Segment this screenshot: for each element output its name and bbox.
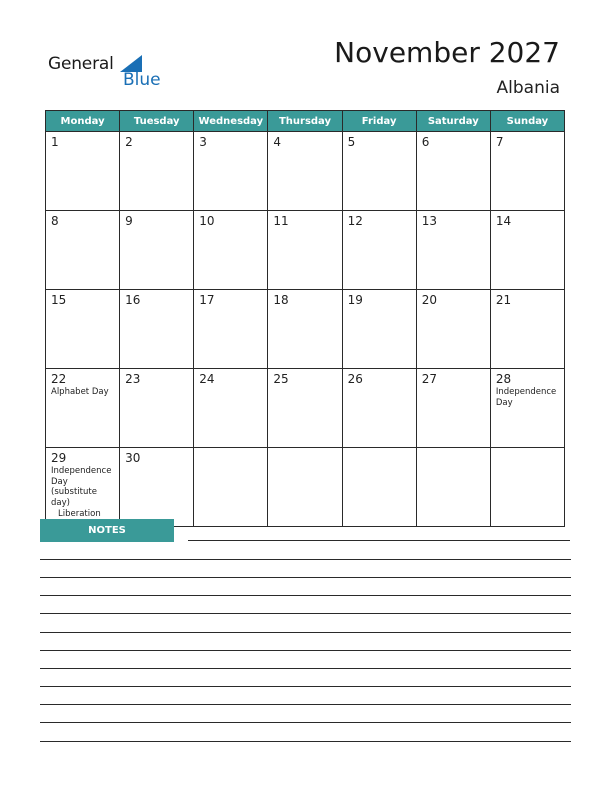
weekday-header: Friday xyxy=(342,111,416,132)
notes-label: NOTES xyxy=(40,519,174,542)
notes-line xyxy=(40,577,571,578)
day-number: 7 xyxy=(495,135,504,149)
day-cell xyxy=(46,369,120,448)
weekday-header: Tuesday xyxy=(120,111,194,132)
day-number: 3 xyxy=(199,135,207,149)
logo-text-blue: Blue xyxy=(123,70,161,90)
notes-line xyxy=(40,686,571,687)
day-cell xyxy=(416,290,490,369)
day-cell xyxy=(46,448,120,527)
country-name: Albania xyxy=(496,78,560,98)
day-number: 25 xyxy=(273,372,289,386)
week-row xyxy=(46,448,565,527)
weekday-header: Saturday xyxy=(416,111,490,132)
day-cell xyxy=(490,369,564,448)
day-number: 13 xyxy=(421,214,437,228)
day-cell xyxy=(120,448,194,527)
day-cell xyxy=(194,369,268,448)
day-cell xyxy=(46,132,120,211)
day-number: 29 xyxy=(51,451,67,465)
day-number: 28 xyxy=(495,372,512,386)
notes-line xyxy=(188,540,570,541)
notes-line xyxy=(40,632,571,633)
day-cell xyxy=(416,448,490,527)
day-number: 18 xyxy=(273,293,289,307)
day-cell xyxy=(268,369,342,448)
day-cell xyxy=(194,211,268,290)
day-number: 21 xyxy=(495,293,512,307)
day-number: 6 xyxy=(421,135,430,149)
notes-line xyxy=(40,704,571,705)
day-cell xyxy=(342,369,416,448)
day-number: 26 xyxy=(347,372,363,386)
day-cell xyxy=(490,211,564,290)
day-number: 12 xyxy=(347,214,363,228)
day-cell xyxy=(194,290,268,369)
day-number: 24 xyxy=(199,372,215,386)
day-number: 1 xyxy=(51,135,59,149)
day-cell xyxy=(46,211,120,290)
day-cell xyxy=(342,290,416,369)
day-number: 5 xyxy=(347,135,356,149)
notes-line xyxy=(40,722,571,723)
day-cell xyxy=(416,132,490,211)
holiday-label: Alphabet Day xyxy=(51,387,109,397)
day-number: 19 xyxy=(347,293,363,307)
day-number: 14 xyxy=(495,214,512,228)
day-cell xyxy=(342,448,416,527)
weekday-header: Wednesday xyxy=(194,111,268,132)
logo-text-general: General xyxy=(48,54,114,74)
day-cell xyxy=(490,132,564,211)
day-number: 17 xyxy=(199,293,215,307)
weekday-header: Sunday xyxy=(490,111,564,132)
day-cell xyxy=(120,290,194,369)
day-number: 16 xyxy=(125,293,141,307)
generalblue-logo xyxy=(48,52,161,92)
day-number: 2 xyxy=(125,135,133,149)
day-number: 15 xyxy=(51,293,67,307)
day-number: 10 xyxy=(199,214,215,228)
week-row xyxy=(46,290,565,369)
day-cell xyxy=(342,211,416,290)
day-cell xyxy=(120,211,194,290)
day-cell xyxy=(490,290,564,369)
notes-line xyxy=(40,595,571,596)
day-number: 30 xyxy=(125,451,141,465)
day-cell xyxy=(342,132,416,211)
holiday-label: Independence Day xyxy=(495,387,557,408)
week-row xyxy=(46,211,565,290)
holiday-label: Independence Day (substitute day) xyxy=(51,466,112,508)
day-cell xyxy=(416,211,490,290)
notes-line xyxy=(40,559,571,560)
day-cell xyxy=(416,369,490,448)
week-row xyxy=(46,369,565,448)
day-cell xyxy=(268,448,342,527)
day-number: 8 xyxy=(51,214,59,228)
day-cell xyxy=(194,132,268,211)
week-row xyxy=(46,132,565,211)
day-cell xyxy=(268,211,342,290)
day-number: 27 xyxy=(421,372,437,386)
weekday-header: Monday xyxy=(46,111,120,132)
holiday-label: Liberation xyxy=(58,509,101,519)
month-title: November 2027 xyxy=(334,36,560,69)
calendar-grid xyxy=(45,110,565,527)
day-number: 22 xyxy=(51,372,67,386)
notes-line xyxy=(40,668,571,669)
notes-line xyxy=(40,613,571,614)
day-number: 4 xyxy=(273,135,282,149)
day-cell xyxy=(268,132,342,211)
day-number: 20 xyxy=(421,293,437,307)
day-cell xyxy=(490,448,564,527)
day-cell xyxy=(268,290,342,369)
day-cell xyxy=(46,290,120,369)
day-number: 11 xyxy=(273,214,289,228)
weekday-header-row xyxy=(46,111,565,132)
day-number: 23 xyxy=(125,372,141,386)
weekday-header: Thursday xyxy=(268,111,342,132)
day-cell xyxy=(194,448,268,527)
notes-line xyxy=(40,741,571,742)
day-cell xyxy=(120,132,194,211)
day-cell xyxy=(120,369,194,448)
day-number: 9 xyxy=(125,214,133,228)
notes-line xyxy=(40,650,571,651)
